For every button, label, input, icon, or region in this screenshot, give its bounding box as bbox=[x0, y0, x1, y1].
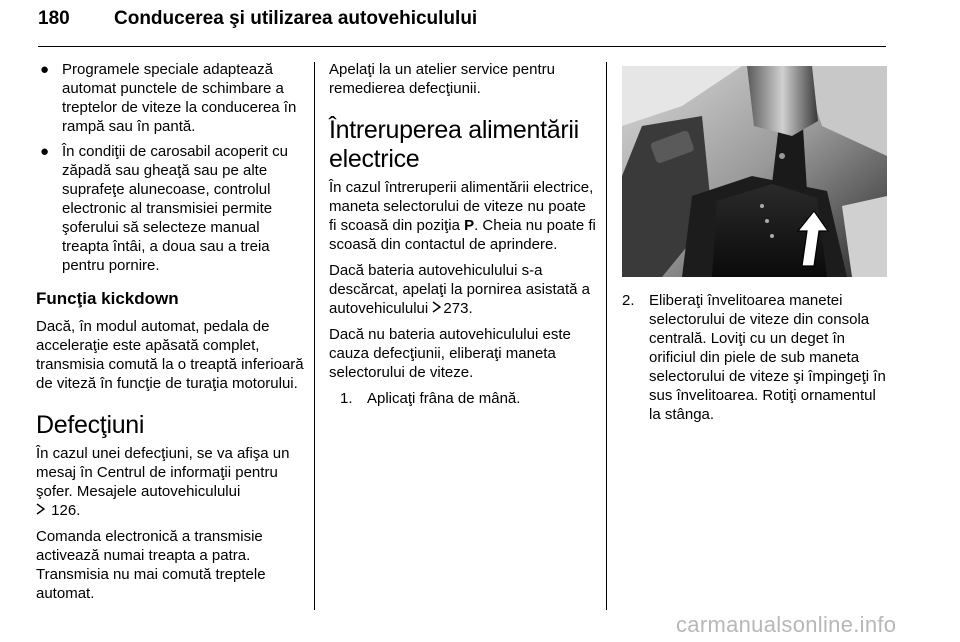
column-divider-1 bbox=[314, 62, 315, 610]
fault-paragraph bbox=[36, 444, 304, 520]
bullet-text: În condiţii de carosabil acoperit cu zăpadă sau gheaţă sau pe alte suprafeţe alunecoase, controlul electronic al transmisiei permite şoferului să selecteze manual treapta întâi, a doua sau a treia pentru pornire. bbox=[62, 143, 288, 274]
fault-text: În cazul unei defecţiuni, se va afişa un mesaj în Centrul de informaţii pentru şofer. Mesajele autovehiculului bbox=[36, 445, 290, 500]
power-text-end: . Cheia nu poate fi scoasă din contactul de aprindere. bbox=[329, 217, 596, 253]
page-reference-arrow-icon bbox=[36, 501, 47, 520]
power-paragraph-1 bbox=[329, 178, 597, 254]
kickdown-heading: Funcţia kickdown bbox=[36, 289, 179, 308]
kickdown-paragraph: Dacă, în modul automat, pedala de acceleraţie este apăsată complet, transmisia comută la o treaptă inferioară de viteză în funcţie de turaţia motorului. bbox=[36, 318, 304, 392]
power-text: În cazul întreruperii alimentării electrice, maneta selectorului de viteze nu poate fi scoasă din poziţia bbox=[329, 179, 594, 234]
column-1 bbox=[36, 60, 304, 610]
bullet-icon: ● bbox=[40, 61, 50, 78]
intro-paragraph: Apelaţi la un atelier service pentru remedierea defecţiunii. bbox=[329, 61, 555, 97]
bullet-list bbox=[36, 60, 304, 275]
page-reference[interactable]: 273. bbox=[443, 300, 473, 317]
page-number: 180 bbox=[38, 8, 70, 29]
bullet-text: Programele speciale adaptează automat punctele de schimbare a treptelor de viteze la conducerea în rampă sau în pantă. bbox=[62, 61, 297, 135]
step-number: 2. bbox=[622, 292, 635, 309]
power-paragraph-3: Dacă nu bateria autovehiculului este cauza defecţiunii, eliberaţi maneta selectorului de viteze. bbox=[329, 326, 571, 381]
column-divider-2 bbox=[606, 62, 607, 610]
bullet-icon: ● bbox=[40, 143, 50, 160]
watermark: carmanualsonline.info bbox=[676, 612, 897, 637]
fault-paragraph-2: Comanda electronică a transmisie activează numai treapta a patra. Transmisia nu mai comută treptele automat. bbox=[36, 528, 266, 602]
fault-heading: Defecţiuni bbox=[36, 411, 145, 439]
power-text-2: Dacă bateria autovehiculului s-a descărcat, apelaţi la pornirea asistată a autovehiculului bbox=[329, 262, 590, 317]
chapter-title: Conducerea şi utilizarea autovehiculului bbox=[114, 8, 478, 29]
list-item bbox=[36, 60, 304, 136]
page-header bbox=[38, 4, 886, 47]
page-reference-arrow-icon bbox=[432, 299, 443, 318]
step-text: Eliberaţi învelitoarea manetei selectorului de viteze din consola centrală. Loviţi cu un deget în orificiul din piele de sub maneta selectorului de viteze şi împingeţi în sus învelitoarea. Rotiţi ornamentul la stânga. bbox=[649, 292, 886, 423]
power-paragraph-2 bbox=[329, 261, 597, 318]
park-position: P bbox=[464, 217, 475, 234]
column-2 bbox=[329, 60, 597, 408]
power-heading: Întreruperea alimentării electrice bbox=[329, 116, 579, 173]
step-text: Aplicaţi frâna de mână. bbox=[367, 390, 521, 407]
step-1 bbox=[340, 389, 597, 408]
step-number: 1. bbox=[340, 390, 353, 407]
list-item bbox=[36, 142, 304, 275]
step-2 bbox=[622, 291, 890, 424]
page-reference[interactable]: 126. bbox=[51, 502, 81, 519]
gear-selector-photo bbox=[622, 66, 887, 277]
column-3 bbox=[622, 60, 890, 424]
